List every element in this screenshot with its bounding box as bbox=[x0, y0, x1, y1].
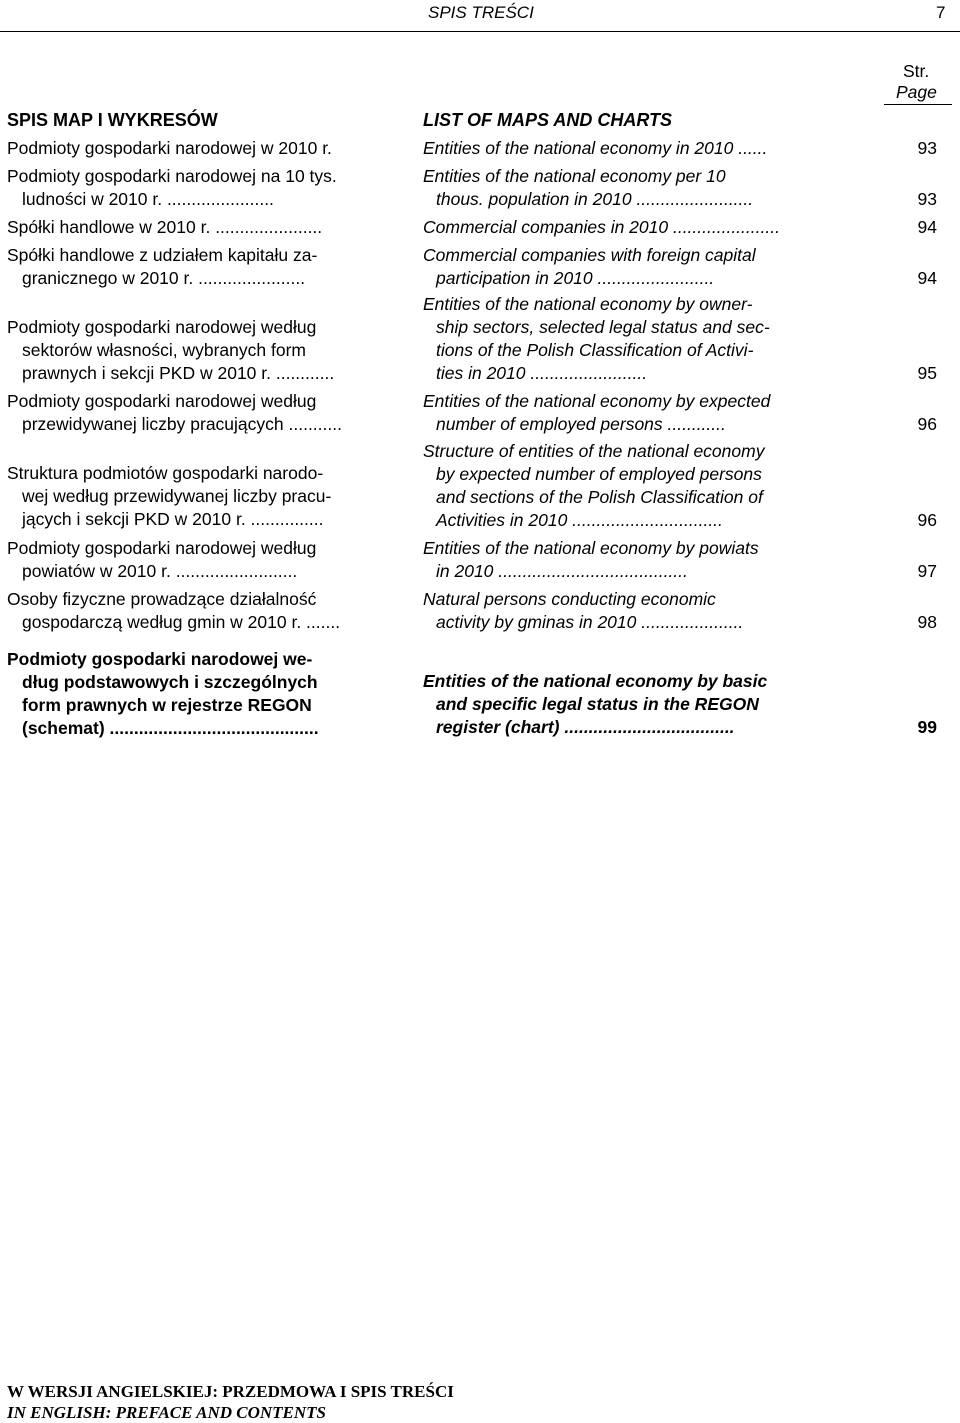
entry-en-line: Entities of the national economy by owner- bbox=[423, 294, 753, 314]
entry-pl-line: Podmioty gospodarki narodowej według bbox=[7, 317, 317, 337]
entry-pl-line: Osoby fizyczne prowadzące działalność bbox=[7, 589, 317, 609]
section-title-en: LIST OF MAPS AND CHARTS bbox=[423, 110, 673, 130]
entry-en-line: by expected number of employed persons bbox=[436, 464, 762, 484]
entry-en-line: number of employed persons ............ bbox=[436, 414, 726, 434]
entry-pl-line: Podmioty gospodarki narodowej w 2010 r. bbox=[7, 138, 332, 158]
entry-page-number: 93 bbox=[917, 138, 937, 158]
entry-page-number: 94 bbox=[917, 268, 937, 288]
entry-en-line: ship sectors, selected legal status and sec- bbox=[436, 317, 770, 337]
entry-en-line: register (chart) ................................... bbox=[436, 717, 735, 737]
entry-en-line: Activities in 2010 ............................... bbox=[436, 510, 723, 530]
entry-en-line: tions of the Polish Classification of Activi- bbox=[436, 340, 754, 360]
entry-page-number: 95 bbox=[917, 363, 937, 383]
header-rule bbox=[0, 31, 960, 32]
entry-pl-line: jących i sekcji PKD w 2010 r. ............... bbox=[22, 509, 324, 529]
running-header-page-number: 7 bbox=[936, 3, 946, 22]
page-column-rule bbox=[884, 104, 952, 105]
entry-pl-line: form prawnych w rejestrze REGON bbox=[22, 695, 312, 715]
page-column-label-pl: Str. bbox=[903, 61, 930, 81]
entry-pl-line: sektorów własności, wybranych form bbox=[22, 340, 306, 360]
page-column-label-en: Page bbox=[896, 82, 937, 102]
entry-pl-line: przewidywanej liczby pracujących ........... bbox=[22, 414, 342, 434]
entry-pl-line: wej według przewidywanej liczby pracu- bbox=[22, 486, 332, 506]
entry-page-number: 93 bbox=[917, 189, 937, 209]
entry-en-line: Entities of the national economy in 2010 ...... bbox=[423, 138, 768, 158]
running-header-title: SPIS TREŚCI bbox=[428, 3, 534, 22]
entry-en-line: and specific legal status in the REGON bbox=[436, 694, 759, 714]
entry-en-line: in 2010 ....................................... bbox=[436, 561, 688, 581]
entry-page-number: 98 bbox=[917, 612, 937, 632]
entry-pl-line: ludności w 2010 r. ...................... bbox=[22, 189, 274, 209]
entry-en-line: ties in 2010 ........................ bbox=[436, 363, 648, 383]
entry-pl-line: granicznego w 2010 r. ...................... bbox=[22, 268, 306, 288]
entry-en-line: Commercial companies in 2010 ...................... bbox=[423, 217, 780, 237]
entry-page-number: 97 bbox=[917, 561, 937, 581]
entry-pl-line: powiatów w 2010 r. ......................... bbox=[22, 561, 298, 581]
entry-pl-line: Spółki handlowe z udziałem kapitału za- bbox=[7, 245, 318, 265]
entry-en-line: activity by gminas in 2010 ..................... bbox=[436, 612, 744, 632]
entry-pl-line: Podmioty gospodarki narodowej na 10 tys. bbox=[7, 166, 337, 186]
entry-en-line: Entities of the national economy by basic bbox=[423, 671, 768, 691]
entry-pl-line: (schemat) ........................................... bbox=[22, 718, 319, 738]
entry-pl-line: Podmioty gospodarki narodowej we- bbox=[7, 649, 313, 669]
entry-en-line: Natural persons conducting economic bbox=[423, 589, 716, 609]
entry-en-line: thous. population in 2010 ........................ bbox=[436, 189, 754, 209]
entry-page-number: 96 bbox=[917, 510, 937, 530]
entry-page-number: 99 bbox=[917, 717, 937, 737]
entry-en-line: Structure of entities of the national economy bbox=[423, 441, 765, 461]
entry-pl-line: gospodarczą według gmin w 2010 r. ....... bbox=[22, 612, 341, 632]
entry-pl-line: Podmioty gospodarki narodowej według bbox=[7, 538, 317, 558]
entry-en-line: participation in 2010 ........................ bbox=[436, 268, 715, 288]
entry-pl-line: Spółki handlowe w 2010 r. ...................... bbox=[7, 217, 323, 237]
entry-en-line: Entities of the national economy per 10 bbox=[423, 166, 726, 186]
entry-pl-line: prawnych i sekcji PKD w 2010 r. ............ bbox=[22, 363, 335, 383]
entry-pl-line: Podmioty gospodarki narodowej według bbox=[7, 391, 317, 411]
entry-page-number: 94 bbox=[917, 217, 937, 237]
entry-en-line: Commercial companies with foreign capital bbox=[423, 245, 756, 265]
entry-pl-line: dług podstawowych i szczególnych bbox=[22, 672, 318, 692]
entry-en-line: Entities of the national economy by powiats bbox=[423, 538, 759, 558]
entry-en-line: and sections of the Polish Classification of bbox=[436, 487, 763, 507]
footer-line-en: IN ENGLISH: PREFACE AND CONTENTS bbox=[7, 1403, 326, 1422]
entry-en-line: Entities of the national economy by expected bbox=[423, 391, 771, 411]
section-title-pl: SPIS MAP I WYKRESÓW bbox=[7, 110, 218, 130]
footer-line-pl: W WERSJI ANGIELSKIEJ: PRZEDMOWA I SPIS TREŚCI bbox=[7, 1382, 454, 1401]
entry-page-number: 96 bbox=[917, 414, 937, 434]
entry-pl-line: Struktura podmiotów gospodarki narodo- bbox=[7, 463, 324, 483]
